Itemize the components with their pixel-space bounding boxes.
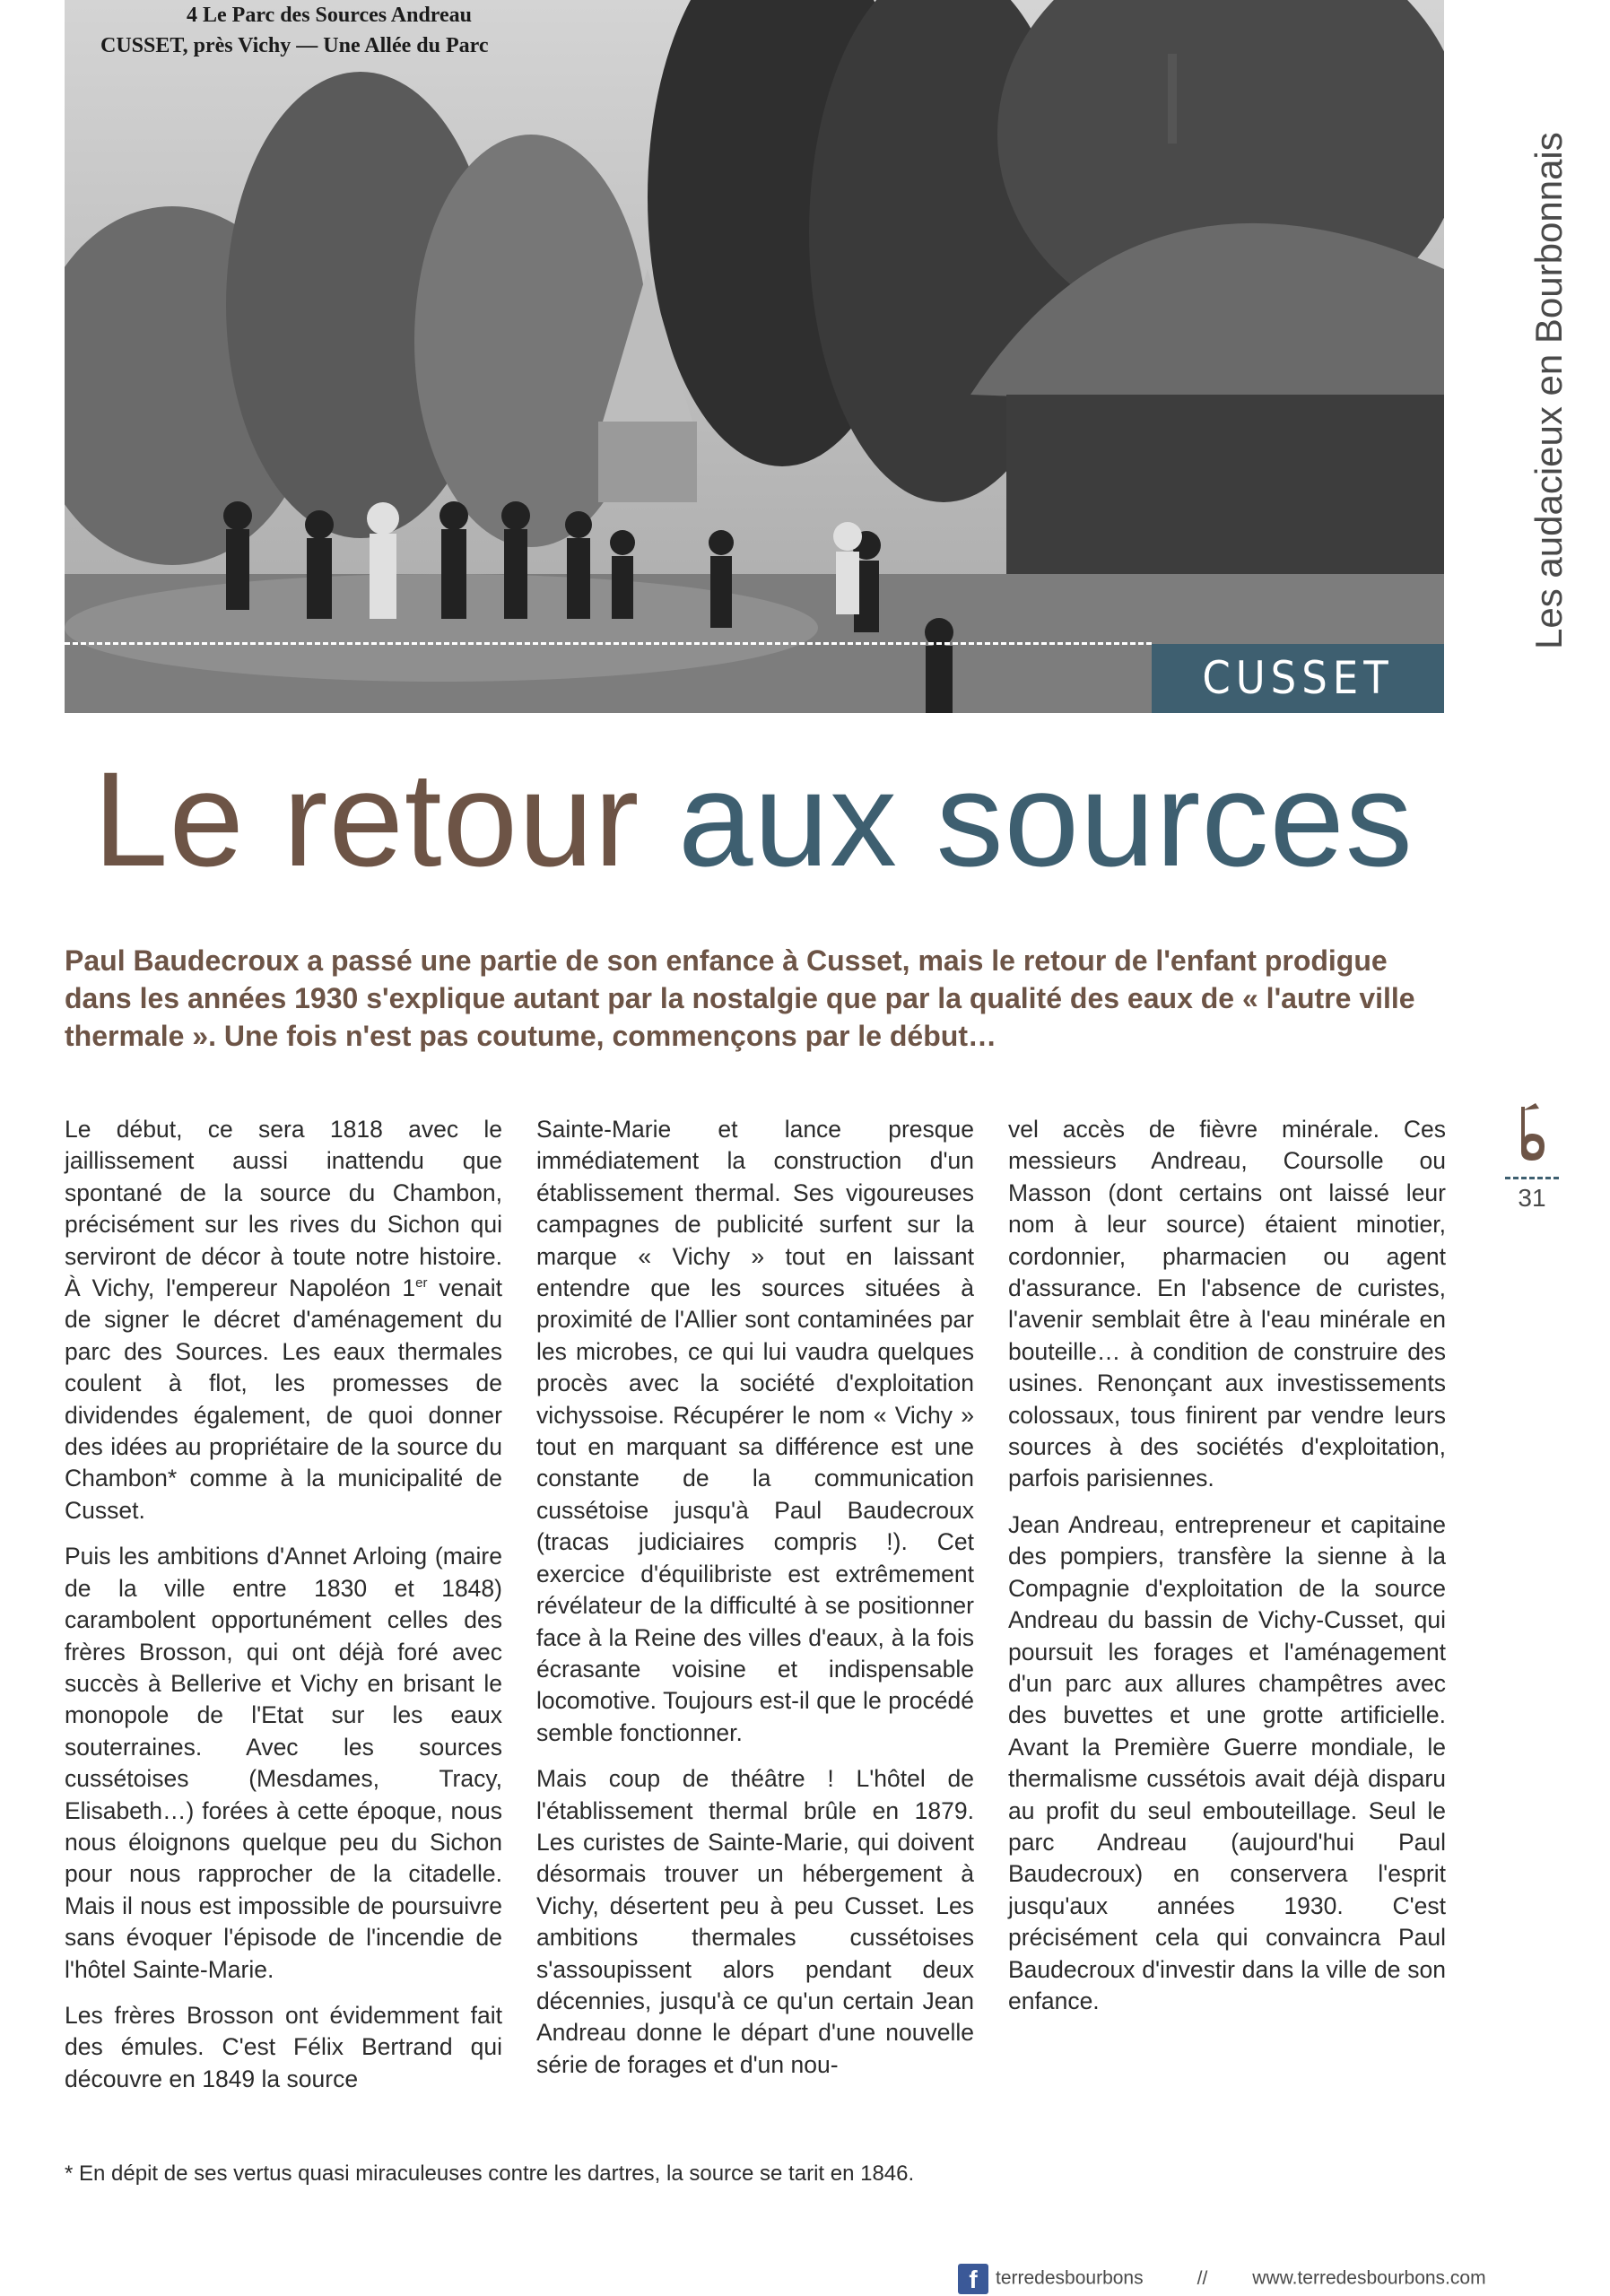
photo-caption-line2: CUSSET, près Vichy — Une Allée du Parc [100, 34, 489, 57]
paragraph: Jean Andreau, entrepreneur et capitaine des pompiers, transfère la sienne à la Compagnie d'exploitation de la source Andreau du bassin de Vichy-Cusset, qui poursuit les forages et l'aménagement d'un parc aux allures champêtres avec des buvettes et une grotte artificielle. Avant la Première Guerre mondiale, le thermalisme cussétois avait déjà disparu au profit du seul embouteillage. Seul le parc Andreau (aujourd'hui Paul Baudecroux) en conservera l'esprit jusqu'aux années 1930. C'est précisément cela qui convaincra Paul Baudecroux d'investir dans la ville de son enfance. [1008, 1510, 1446, 2014]
facebook-link[interactable]: terredesbourbons [996, 2267, 1144, 2289]
paragraph-text: Le début, ce sera 1818 avec le jaillissement aussi inattendu que spontané de la source du Chambon, précisément sur les rives du Sichon qui serviront de décor à toute notre histoire. À Vichy, l'empereur Napoléon 1 [65, 1116, 502, 1302]
paragraph: Puis les ambitions d'Annet Arloing (maire de la ville entre 1830 et 1848) carambolent opportunément celles des frères Brosson, qui ont déjà foré avec succès à Bellerive et Vichy en brisant le monopole de l'Etat sur les eaux souterraines. Avec les sources cussétoises (Mesdames, Tracy, Elisabeth…) forées à cette époque, nous nous éloignons quelque peu du Sichon pour nous rapprocher de la citadelle. Mais il nous est impossible de poursuivre sans évoquer l'épisode de l'incendie de l'hôtel Sainte-Marie. [65, 1543, 502, 1983]
photo-caption [100, 0, 488, 61]
article-title [93, 743, 1414, 895]
article-lead: Paul Baudecroux a passé une partie de son enfance à Cusset, mais le retour de l'enfant prodigue dans les années 1930 s'explique autant par la nostalgie que par la qualité des eaux de « l'autre ville thermale ». Une fois n'est pas coutume, commençons par le début… [65, 944, 1415, 1052]
article-column-1 [65, 1114, 502, 2109]
title-part1: Le retour [93, 744, 640, 894]
website-link[interactable]: www.terredesbourbons.com [1252, 2267, 1486, 2289]
page-number: 31 [1518, 1184, 1546, 1212]
paragraph: Mais coup de théâtre ! L'hôtel de l'établissement thermal brûle en 1879. Les curistes de Sainte-Marie, qui doivent désormais trouver un hébergement à Vichy, désertent peu à peu Cusset. Les ambitions thermales cussétoises s'assoupissent alors pendant deux décennies, jusqu'à ce qu'un certain Jean Andreau donne le départ d'une nouvelle série de forages et d'un nou- [536, 1765, 974, 2078]
page-number-divider [1505, 1177, 1559, 1179]
page-footer [958, 2264, 1486, 2294]
paragraph: vel accès de fièvre minérale. Ces messieurs Andreau, Coursolle ou Masson (dont certains ont laissé leur nom à leur source) étaient minotier, cordonnier, pharmacien ou agent d'assurance. En l'absence de curistes, l'avenir semblait être à l'eau minérale en bouteille… à condition de construire des usines. Renonçant aux investissements colossaux, tous finirent par vendre leurs sources à des sociétés d'exploitation, parfois parisiennes. [1008, 1116, 1446, 1492]
superscript: er [415, 1275, 428, 1292]
section-title: Les audacieux en Bourbonnais [1527, 132, 1570, 649]
article-column-2 [536, 1114, 974, 2095]
paragraph: Sainte-Marie et lance presque immédiatement la construction d'un établissement thermal. Ses vigoureuses campagnes de publicité surfent sur la marque « Vichy » tout en laissant entendre que les sources situées à proximité de l'Allier sont contaminées par les microbes, ce qui lui vaudra quelques procès avec la société d'exploitation vichyssoise. Récupérer le nom « Vichy » tout en marquant sa différence est une constante de la communication cussétoise jusqu'à Paul Baudecroux (tracas judiciaires compris !). Cet exercice d'équilibriste est extrêmement révélateur de la difficulté à se positionner face à la Reine des villes d'eaux, à la fois écrasante voisine et indispensable locomotive. Toujours est-il que le procédé semble fonctionner. [536, 1116, 974, 1746]
paragraph [65, 1114, 502, 1526]
article-column-3 [1008, 1114, 1446, 2031]
photo-dashed-divider [65, 642, 1152, 645]
photo-caption-line1: 4 Le Parc des Sources Andreau [187, 4, 473, 27]
city-label: CUSSET [1152, 644, 1444, 713]
footnote: * En dépit de ses vertus quasi miraculeuses contre les dartres, la source se tarit en 1846. [65, 2161, 915, 2186]
park-photo [65, 0, 1444, 713]
paragraph-text: venait de signer le décret d'aménagement du parc des Sources. Les eaux thermales coulent à flot, les promesses de dividendes également, de quoi donner des idées au propriétaire de la source du Chambon* comme à la municipalité de Cusset. [65, 1274, 502, 1524]
magazine-logo-icon [1514, 1101, 1550, 1164]
title-part2: aux sources [678, 744, 1414, 894]
park-photo-illustration [65, 0, 1444, 713]
paragraph: Les frères Brosson ont évidemment fait des émules. C'est Félix Bertrand qui découvre en 1849 la source [65, 2001, 502, 2092]
facebook-icon[interactable]: f [958, 2264, 988, 2294]
footer-separator: // [1197, 2267, 1208, 2289]
